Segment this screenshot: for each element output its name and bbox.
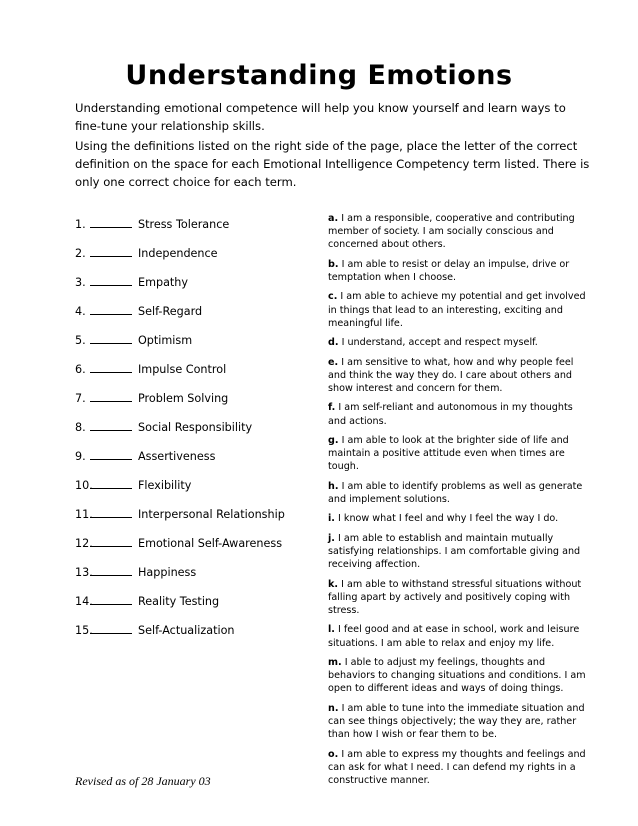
definition-letter-period: . (334, 213, 339, 224)
terms-list (75, 218, 315, 653)
definition-item (328, 258, 590, 284)
revision-note: Revised as of 28 January 03 (75, 774, 211, 788)
definition-letter: i (328, 513, 332, 525)
term-item (75, 508, 315, 537)
definition-item (328, 578, 590, 618)
term-item (75, 421, 315, 450)
term-item (75, 247, 315, 276)
term-item (75, 566, 315, 595)
definition-letter: e (328, 356, 335, 368)
definition-letter: k (328, 578, 335, 590)
definition-letter-period: . (334, 702, 339, 714)
term-label: Independence (138, 247, 218, 260)
definition-letter-period: . (333, 291, 338, 303)
definition-text: I am able to identify problems as well as generate and implement solutions. (328, 480, 583, 505)
definition-text: I am able to establish and maintain mutually satisfying relationships. I am comfortable giving and receiving affection. (328, 532, 581, 571)
definition-text: I am able to withstand stressful situations without falling apart by actively and positively coping with stress. (328, 578, 582, 616)
definition-letter: b (328, 258, 335, 270)
definition-item (328, 748, 590, 788)
definition-letter: h (328, 480, 335, 492)
definition-text: I am able to look at the brighter side of life and maintain a positive attitude even when times are tough. (328, 434, 569, 473)
term-number: 9. (75, 450, 86, 463)
answer-blank[interactable] (90, 305, 132, 315)
definition-letter: o (328, 748, 335, 760)
definitions-list (328, 212, 590, 793)
term-item (75, 276, 315, 305)
term-label: Emotional Self-Awareness (138, 537, 283, 550)
page-title: Understanding Emotions (125, 60, 513, 91)
definition-item (328, 532, 590, 572)
term-label: Assertiveness (138, 450, 216, 463)
definition-letter-period: . (334, 748, 339, 760)
answer-blank[interactable] (90, 363, 132, 373)
term-label: Flexibility (138, 479, 192, 492)
term-label: Self-Regard (138, 305, 203, 318)
term-item (75, 218, 315, 247)
term-number: 11. (75, 508, 93, 521)
term-label: Impulse Control (138, 363, 227, 376)
term-label: Interpersonal Relationship (138, 508, 285, 521)
definition-item (328, 623, 590, 649)
definition-letter-period: . (334, 356, 339, 368)
definition-text: I feel good and at ease in school, work and leisure situations. I am able to relax and enjoy my life. (328, 624, 580, 649)
term-item (75, 479, 315, 508)
definition-item (328, 480, 590, 506)
definition-letter: m (328, 656, 338, 668)
term-item (75, 334, 315, 363)
term-number: 8. (75, 421, 86, 434)
definition-letter: a (328, 213, 335, 224)
definition-item (328, 702, 590, 742)
definition-letter: j (328, 532, 332, 544)
term-item (75, 624, 315, 653)
term-number: 12. (75, 537, 93, 550)
definition-letter: d (328, 337, 335, 349)
term-item (75, 392, 315, 421)
definition-item (328, 434, 590, 474)
definition-text: I am able to achieve my potential and get involved in things that lead to an interesting, exciting and meaningful life. (328, 291, 586, 329)
answer-blank[interactable] (90, 450, 132, 460)
term-number: 14. (75, 595, 93, 608)
definition-text: I am able to resist or delay an impulse, drive or temptation when I choose. (328, 258, 570, 283)
answer-blank[interactable] (90, 392, 132, 402)
definition-text: I able to adjust my feelings, thoughts and behaviors to changing situations and conditions. I am open to different ideas and ways of doing things. (328, 656, 586, 695)
term-item (75, 450, 315, 479)
answer-blank[interactable] (90, 479, 132, 489)
definition-letter: c (328, 291, 334, 303)
term-item (75, 363, 315, 392)
definition-item (328, 336, 590, 349)
answer-blank[interactable] (90, 624, 132, 634)
term-label: Empathy (138, 276, 189, 289)
definition-letter-period: . (334, 337, 339, 349)
answer-blank[interactable] (90, 334, 132, 344)
definition-letter-period: . (331, 513, 335, 525)
term-number: 5. (75, 334, 86, 347)
definition-letter: n (328, 702, 335, 714)
answer-blank[interactable] (90, 537, 132, 547)
instructions-paragraph: Using the definitions listed on the right side of the page, place the letter of the correct definition on the space for each Emotional Intelligence Competency term listed. There is only one correct choice for each term. (75, 139, 590, 189)
term-item (75, 305, 315, 334)
term-label: Happiness (138, 566, 197, 579)
definition-text: I am able to tune into the immediate situation and can see things objectively; the way they are, rather than how I wish or fear them to be. (328, 702, 585, 741)
term-number: 2. (75, 247, 86, 260)
term-number: 7. (75, 392, 86, 405)
answer-blank[interactable] (90, 218, 132, 228)
definition-item (328, 512, 590, 525)
definition-letter: g (328, 434, 335, 446)
answer-blank[interactable] (90, 508, 132, 518)
term-label: Social Responsibility (138, 421, 253, 434)
answer-blank[interactable] (90, 421, 132, 431)
definition-item (328, 212, 590, 252)
term-number: 1. (75, 218, 86, 231)
intro-paragraph: Understanding emotional competence will help you know yourself and learn ways to fine-tune your relationship skills. (75, 101, 566, 133)
definition-letter-period: . (331, 624, 335, 636)
term-number: 13. (75, 566, 93, 579)
term-item (75, 595, 315, 624)
definition-letter-period: . (334, 480, 339, 492)
term-label: Reality Testing (138, 595, 220, 608)
term-number: 4. (75, 305, 86, 318)
term-number: 10. (75, 479, 93, 492)
term-label: Problem Solving (138, 392, 229, 405)
definition-letter-period: . (334, 258, 339, 270)
definition-letter-period: . (338, 656, 342, 668)
definition-text: I am able to express my thoughts and feelings and can ask for what I need. I can defend my rights in a constructive manner. (328, 748, 586, 786)
answer-blank[interactable] (90, 276, 132, 286)
definition-item (328, 356, 590, 396)
term-label: Self-Actualization (138, 624, 235, 637)
term-number: 15. (75, 624, 93, 637)
definition-text: I am self-reliant and autonomous in my thoughts and actions. (328, 402, 573, 427)
term-label: Optimism (138, 334, 193, 347)
definition-text: I am a responsible, cooperative and contributing member of society. I am socially conscious and concerned about others. (328, 213, 575, 251)
answer-blank[interactable] (90, 566, 132, 576)
definition-item (328, 656, 590, 696)
answer-blank[interactable] (90, 595, 132, 605)
term-item (75, 537, 315, 566)
definition-letter-period: . (331, 402, 336, 414)
term-label: Stress Tolerance (138, 218, 230, 231)
definition-text: I understand, accept and respect myself. (341, 337, 538, 349)
definition-text: I know what I feel and why I feel the way I do. (338, 513, 559, 525)
term-number: 6. (75, 363, 86, 376)
definition-letter: l (328, 624, 332, 636)
definition-text: I am sensitive to what, how and why people feel and think the way they do. I care about others and show interest and concern for them. (328, 356, 574, 394)
definition-letter-period: . (334, 578, 339, 590)
term-number: 3. (75, 276, 86, 289)
definition-letter: f (328, 402, 332, 414)
answer-blank[interactable] (90, 247, 132, 257)
definition-letter-period: . (334, 434, 339, 446)
definition-item (328, 290, 590, 330)
definition-item (328, 401, 590, 427)
definition-letter-period: . (331, 532, 335, 544)
